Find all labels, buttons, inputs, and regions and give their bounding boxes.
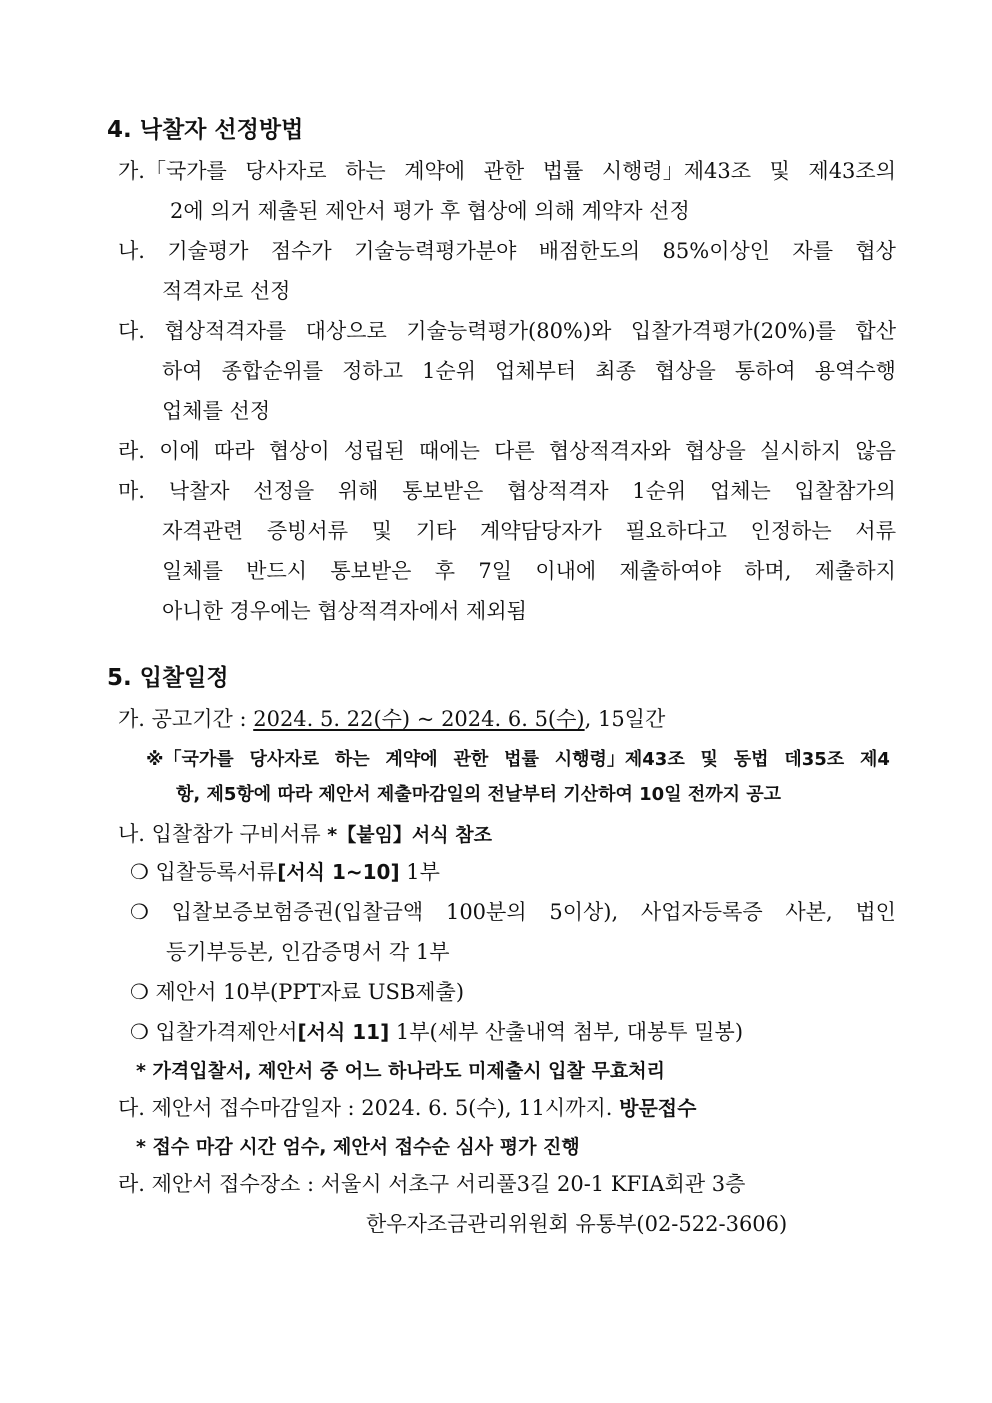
s4-item-ma-line-1 (118, 477, 896, 505)
s5-bullet-1 (130, 858, 440, 886)
word: 입찰보증보험증권(입찰금액 (171, 900, 424, 924)
word: 사본, (785, 900, 833, 924)
word: 통보받은 (402, 479, 484, 503)
word: 협상 (855, 239, 896, 263)
s4-item-ra-line-1 (118, 437, 896, 465)
s5-b4-pre: ❍ 입찰가격제안서 (130, 1020, 298, 1044)
word: 기술평가 (167, 239, 249, 263)
word: 관한 (453, 749, 489, 770)
word: 따라 (214, 439, 255, 463)
word: 반드시 (246, 559, 308, 583)
word: 계약에 (404, 159, 466, 183)
s5-item-ga (118, 705, 665, 733)
word: ❍ (130, 900, 149, 924)
s5-item-ra-line-2: 한우자조금관리위원회 유통부(02-522-3606) (366, 1212, 788, 1236)
word: 마. (118, 479, 145, 503)
word: 최종 (595, 359, 636, 383)
word: 용역수행 (814, 359, 896, 383)
word: 법률 (504, 749, 539, 770)
word: 입찰참가의 (794, 479, 896, 503)
word: 증빙서류 (266, 519, 349, 543)
s5-bullet-2-line-1 (130, 898, 896, 926)
word: 및 (769, 159, 790, 183)
s5-na-ref: *【붙임】서식 참조 (327, 824, 492, 846)
word: 1순위 (422, 359, 476, 383)
word: 배점한도의 (538, 239, 641, 263)
word: 통하여 (734, 359, 796, 383)
s5-da-prefix: 다. 제안서 접수마감일자 : 2024. 6. 5(수), 11시까지. (118, 1096, 620, 1120)
word: 및 (700, 749, 718, 770)
s5-note-line-2: 항, 제5항에 따라 제안서 제출마감일의 전날부터 기산하여 10일 전까지 공고 (176, 784, 782, 805)
word: 종합순위를 (221, 359, 324, 383)
word: 계약담당자가 (480, 519, 602, 543)
word: 100분의 (445, 900, 527, 924)
word: 합산 (855, 319, 896, 343)
s5-b1-post: 1부 (399, 860, 440, 884)
word: 선정을 (253, 479, 315, 503)
s5-ga-suffix: , 15일간 (584, 707, 666, 731)
s5-ga-period: 2024. 5. 22(수) ~ 2024. 6. 5(수) (253, 707, 585, 731)
word: 당사자로 (249, 749, 320, 770)
word: 자를 (792, 239, 833, 263)
s5-b4-bold: [서식 11] (297, 1020, 390, 1044)
word: 동법 (733, 749, 769, 770)
s5-ga-prefix: 가. 공고기간 : (118, 707, 254, 731)
word: 및 (371, 519, 393, 543)
s5-bullet-4 (130, 1018, 743, 1046)
word: 7일 (478, 559, 513, 583)
s4-item-na-line-2: 적격자로 선정 (162, 279, 291, 303)
word: 기술능력평가(80%)와 (406, 319, 612, 343)
word: 제4 (860, 749, 890, 770)
word: 이내에 (535, 559, 597, 583)
word: 낙찰자 (168, 479, 230, 503)
word: 시행령」제43조 (554, 749, 685, 770)
word: 계약에 (385, 749, 438, 770)
word: 법률 (542, 159, 584, 183)
s5-na-prefix: 나. 입찰참가 구비서류 (118, 822, 328, 846)
s5-item-na (118, 820, 492, 849)
word: 하여 (162, 359, 203, 383)
word: 않음 (855, 439, 896, 463)
word: 업체부터 (495, 359, 577, 383)
s4-item-ga-line-2: 2에 의거 제출된 제안서 평가 후 협상에 의해 계약자 선정 (170, 199, 690, 223)
word: 가.「국가를 (118, 159, 227, 183)
word: 필요하다고 (625, 519, 727, 543)
s5-da-bold: 방문접수 (619, 1096, 697, 1120)
word: 성립된 (343, 439, 405, 463)
s5-b4-post: 1부(세부 산출내역 첨부, 대봉투 밀봉) (389, 1020, 744, 1044)
word: 일체를 (162, 559, 223, 583)
word: 협상적격자를 (164, 319, 287, 343)
word: 라. (118, 439, 145, 463)
s5-warning-1: * 가격입찰서, 제안서 중 어느 하나라도 미제출시 입찰 무효처리 (136, 1060, 665, 1082)
s5-b1-bold: [서식 1~10] (277, 860, 400, 884)
word: 하며, (744, 559, 792, 583)
word: 인정하는 (750, 519, 832, 543)
word: 다. (118, 319, 145, 343)
s4-item-ga-line-1 (118, 157, 896, 185)
word: 관한 (483, 159, 525, 183)
section-5-title: 5. 입찰일정 (107, 665, 229, 691)
word: 기타 (415, 519, 457, 543)
word: 데35조 (784, 749, 845, 770)
word: 후 (434, 559, 456, 583)
word: 협상을 (684, 439, 746, 463)
s4-item-ma-line-4: 아니한 경우에는 협상적격자에서 제외됨 (162, 599, 527, 623)
word: 다른 (494, 439, 535, 463)
s5-item-ra-line-1: 라. 제안서 접수장소 : 서울시 서초구 서리풀3길 20-1 KFIA회관 3층 (118, 1172, 746, 1196)
word: 서류 (855, 519, 896, 543)
s5-item-da (118, 1094, 696, 1122)
word: 이에 (159, 439, 200, 463)
word: 1순위 (632, 479, 687, 503)
s4-item-da-line-3: 업체를 선정 (162, 399, 271, 423)
word: 점수가 (270, 239, 332, 263)
word: 협상이 (268, 439, 330, 463)
word: 협상적격자 (507, 479, 609, 503)
s5-bullet-3: ❍ 제안서 10부(PPT자료 USB제출) (130, 980, 465, 1004)
s4-item-da-line-1 (118, 317, 896, 345)
word: 때에는 (419, 439, 480, 463)
word: 협상을 (654, 359, 716, 383)
section-4-title: 4. 낙찰자 선정방법 (107, 117, 304, 143)
word: 입찰가격평가(20%)를 (630, 319, 836, 343)
word: 사업자등록증 (640, 900, 763, 924)
word: 하는 (345, 159, 386, 183)
word: 85%이상인 (662, 239, 771, 263)
s4-item-ma-line-3 (162, 557, 896, 585)
s5-bullet-2-line-2: 등기부등본, 인감증명서 각 1부 (166, 940, 450, 964)
word: 시행령」제43조 (601, 159, 752, 183)
s4-item-da-line-2 (162, 357, 896, 385)
word: 업체는 (709, 479, 771, 503)
word: 협상적격자와 (548, 439, 671, 463)
word: 법인 (855, 900, 896, 924)
word: 위해 (337, 479, 379, 503)
word: 당사자로 (245, 159, 327, 183)
word: 제출하여야 (619, 559, 721, 583)
word: 제43조의 (808, 159, 896, 183)
word: 실시하지 (759, 439, 842, 463)
s5-warning-2: * 접수 마감 시간 엄수, 제안서 접수순 심사 평가 진행 (136, 1136, 580, 1158)
word: ※「국가를 (146, 749, 234, 770)
word: 통보받은 (330, 559, 412, 583)
word: 하는 (334, 749, 370, 770)
word: 자격관련 (162, 519, 244, 543)
word: 제출하지 (814, 559, 896, 583)
s4-item-ma-line-2 (162, 517, 896, 545)
word: 기술능력평가분야 (354, 239, 517, 263)
word: 대상으로 (305, 319, 387, 343)
s4-item-na-line-1 (118, 237, 896, 265)
s5-note-line-1 (146, 746, 890, 774)
word: 나. (118, 239, 145, 263)
word: 5이상), (549, 900, 619, 924)
word: 정하고 (342, 359, 403, 383)
s5-b1-pre: ❍ 입찰등록서류 (130, 860, 278, 884)
